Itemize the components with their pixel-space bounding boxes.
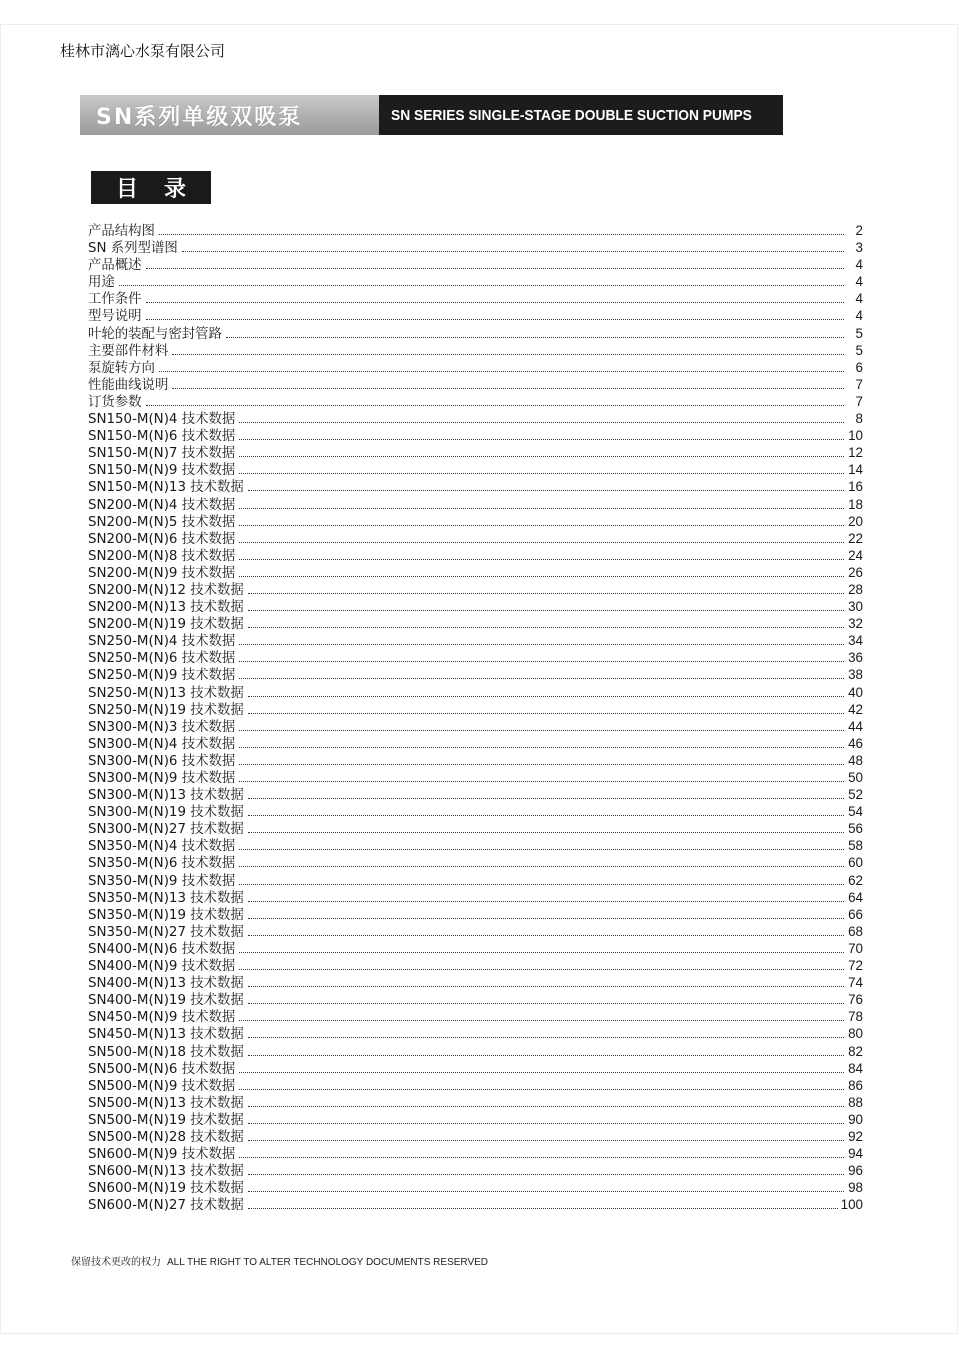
toc-dot-leader <box>226 336 844 338</box>
toc-entry-page: 48 <box>848 752 863 768</box>
toc-entry[interactable] <box>88 837 863 854</box>
toc-entry-page: 7 <box>855 393 863 409</box>
toc-entry-page: 78 <box>848 1009 863 1025</box>
toc-entry[interactable] <box>88 735 863 752</box>
toc-entry[interactable] <box>88 872 863 889</box>
toc-entry[interactable] <box>88 273 863 290</box>
toc-entry-label: 主要部件材料 <box>88 343 169 359</box>
toc-dot-leader <box>248 831 844 833</box>
table-of-contents <box>88 222 863 1213</box>
toc-dot-leader <box>248 917 844 919</box>
toc-entry-label: SN200-M(N)4 技术数据 <box>88 497 236 513</box>
toc-entry-page: 5 <box>855 342 863 358</box>
toc-dot-leader <box>239 883 844 885</box>
toc-entry[interactable] <box>88 991 863 1008</box>
toc-entry-page: 40 <box>848 684 863 700</box>
toc-entry[interactable] <box>88 461 863 478</box>
toc-entry-label: SN300-M(N)19 技术数据 <box>88 805 244 821</box>
toc-entry-page: 68 <box>848 923 863 939</box>
toc-entry-page: 98 <box>848 1180 863 1196</box>
toc-entry[interactable] <box>88 410 863 427</box>
toc-dot-leader <box>248 1122 844 1124</box>
toc-entry[interactable] <box>88 547 863 564</box>
toc-entry[interactable] <box>88 307 863 324</box>
toc-entry[interactable] <box>88 290 863 307</box>
toc-heading-char: 目 <box>115 177 138 202</box>
toc-entry[interactable] <box>88 957 863 974</box>
toc-entry-label: SN600-M(N)27 技术数据 <box>88 1198 244 1214</box>
toc-entry-label: SN300-M(N)3 技术数据 <box>88 719 236 735</box>
toc-dot-leader <box>146 318 844 320</box>
toc-entry[interactable] <box>88 1060 863 1077</box>
toc-entry-page: 18 <box>848 496 863 512</box>
toc-entry[interactable] <box>88 581 863 598</box>
toc-entry-page: 74 <box>848 975 863 991</box>
toc-entry-page: 8 <box>855 411 863 427</box>
toc-entry-page: 16 <box>848 479 863 495</box>
toc-dot-leader <box>239 1071 844 1073</box>
toc-entry-label: SN350-M(N)27 技术数据 <box>88 924 244 940</box>
toc-dot-leader <box>239 558 844 560</box>
toc-dot-leader <box>248 900 844 902</box>
toc-entry-label: SN250-M(N)4 技术数据 <box>88 634 236 650</box>
footer-note <box>71 1253 488 1268</box>
toc-dot-leader <box>239 660 844 662</box>
toc-entry[interactable] <box>88 256 863 273</box>
toc-dot-leader <box>248 814 844 816</box>
toc-entry[interactable] <box>88 649 863 666</box>
banner-title-en: SN SERIES SINGLE-STAGE DOUBLE SUCTION PUMPS <box>390 106 752 124</box>
toc-entry[interactable] <box>88 1025 863 1042</box>
toc-entry[interactable] <box>88 478 863 495</box>
toc-entry-label: SN150-M(N)7 技术数据 <box>88 446 236 462</box>
toc-entry[interactable] <box>88 718 863 735</box>
toc-entry-label: SN450-M(N)13 技术数据 <box>88 1027 244 1043</box>
toc-entry-label: SN500-M(N)6 技术数据 <box>88 1061 236 1077</box>
toc-entry-label: SN200-M(N)19 技术数据 <box>88 617 244 633</box>
toc-entry-page: 4 <box>855 274 863 290</box>
toc-dot-leader <box>146 267 844 269</box>
toc-entry-page: 4 <box>855 308 863 324</box>
toc-entry-label: SN500-M(N)9 技术数据 <box>88 1078 236 1094</box>
toc-entry[interactable] <box>88 564 863 581</box>
toc-entry-page: 82 <box>848 1043 863 1059</box>
toc-entry[interactable] <box>88 889 863 906</box>
toc-dot-leader <box>239 677 844 679</box>
toc-dot-leader <box>239 1019 844 1021</box>
toc-entry[interactable] <box>88 752 863 769</box>
toc-dot-leader <box>239 729 844 731</box>
toc-entry-page: 32 <box>848 616 863 632</box>
toc-entry-page: 58 <box>848 838 863 854</box>
toc-entry-label: SN400-M(N)9 技术数据 <box>88 959 236 975</box>
toc-entry-page: 3 <box>855 240 863 256</box>
toc-entry-page: 90 <box>848 1111 863 1127</box>
footer-note-en: ALL THE RIGHT TO ALTER TECHNOLOGY DOCUMENTS RESERVED <box>167 1257 489 1268</box>
toc-entry[interactable] <box>88 1162 863 1179</box>
toc-dot-leader <box>239 865 844 867</box>
toc-entry-page: 64 <box>848 889 863 905</box>
toc-entry-label: SN400-M(N)19 技术数据 <box>88 993 244 1009</box>
toc-entry-label: SN400-M(N)6 技术数据 <box>88 941 236 957</box>
toc-entry-label: 产品结构图 <box>88 224 155 239</box>
toc-dot-leader <box>159 370 844 372</box>
toc-dot-leader <box>248 1190 844 1192</box>
toc-entry-label: 用途 <box>88 275 115 291</box>
toc-entry[interactable] <box>88 496 863 513</box>
banner-title-cn: SN系列单级双吸泵 <box>96 104 303 130</box>
toc-dot-leader <box>182 250 844 252</box>
toc-entry-label: SN250-M(N)9 技术数据 <box>88 668 236 684</box>
toc-entry-page: 70 <box>848 940 863 956</box>
toc-entry[interactable] <box>88 820 863 837</box>
toc-entry-label: SN 系列型谱图 <box>88 241 178 257</box>
toc-entry[interactable] <box>88 940 863 957</box>
toc-entry-label: SN150-M(N)9 技术数据 <box>88 463 236 479</box>
toc-entry-page: 60 <box>848 855 863 871</box>
toc-entry-label: 订货参数 <box>88 394 142 410</box>
toc-entry[interactable] <box>88 854 863 871</box>
toc-entry-page: 24 <box>848 547 863 563</box>
toc-entry-page: 94 <box>848 1146 863 1162</box>
toc-dot-leader <box>248 609 844 611</box>
toc-entry[interactable] <box>88 615 863 632</box>
toc-entry-label: SN200-M(N)8 技术数据 <box>88 548 236 564</box>
toc-entry-label: 性能曲线说明 <box>88 377 169 393</box>
toc-entry-label: SN200-M(N)9 技术数据 <box>88 565 236 581</box>
toc-dot-leader <box>239 763 844 765</box>
toc-dot-leader <box>248 985 844 987</box>
toc-entry[interactable] <box>88 803 863 820</box>
toc-entry-page: 86 <box>848 1077 863 1093</box>
toc-entry[interactable] <box>88 632 863 649</box>
toc-entry[interactable] <box>88 444 863 461</box>
toc-entry-label: 型号说明 <box>88 309 142 325</box>
toc-entry-label: SN500-M(N)28 技术数据 <box>88 1129 244 1145</box>
toc-dot-leader <box>239 746 844 748</box>
toc-entry-page: 80 <box>848 1026 863 1042</box>
toc-dot-leader <box>248 1139 844 1141</box>
toc-entry-page: 72 <box>848 958 863 974</box>
toc-entry-label: SN200-M(N)12 技术数据 <box>88 582 244 598</box>
toc-entry-page: 26 <box>848 564 863 580</box>
toc-entry[interactable] <box>88 427 863 444</box>
toc-entry[interactable] <box>88 598 863 615</box>
toc-entry-page: 100 <box>840 1197 863 1213</box>
toc-entry-label: SN250-M(N)19 技术数据 <box>88 702 244 718</box>
toc-dot-leader <box>239 848 844 850</box>
toc-dot-leader <box>248 1173 844 1175</box>
footer-note-cn: 保留技术更改的权力 <box>71 1257 161 1268</box>
toc-dot-leader <box>172 387 844 389</box>
toc-entry-label: SN300-M(N)9 技术数据 <box>88 771 236 786</box>
toc-entry-label: SN150-M(N)4 技术数据 <box>88 412 236 428</box>
toc-entry-page: 44 <box>848 718 863 734</box>
toc-entry-label: SN200-M(N)13 技术数据 <box>88 600 244 616</box>
toc-heading-char: 录 <box>163 177 186 202</box>
toc-dot-leader <box>239 455 844 457</box>
toc-entry-label: SN450-M(N)9 技术数据 <box>88 1010 236 1026</box>
toc-entry-page: 76 <box>848 992 863 1008</box>
toc-entry-label: SN350-M(N)19 技术数据 <box>88 907 244 923</box>
toc-entry[interactable] <box>88 359 863 376</box>
toc-entry[interactable] <box>88 342 863 359</box>
toc-entry-page: 62 <box>848 872 863 888</box>
toc-entry-page: 2 <box>855 223 863 238</box>
toc-dot-leader <box>239 1156 844 1158</box>
toc-entry-label: 产品概述 <box>88 258 142 274</box>
toc-dot-leader <box>248 1105 844 1107</box>
toc-entry-label: 泵旋转方向 <box>88 360 155 376</box>
toc-entry-label: SN500-M(N)13 技术数据 <box>88 1095 244 1111</box>
toc-entry-page: 30 <box>848 599 863 615</box>
toc-entry[interactable] <box>88 906 863 923</box>
toc-dot-leader <box>119 284 844 286</box>
toc-entry[interactable] <box>88 1043 863 1060</box>
toc-dot-leader <box>248 712 844 714</box>
toc-entry[interactable] <box>88 974 863 991</box>
toc-entry[interactable] <box>88 393 863 410</box>
toc-entry-label: SN200-M(N)5 技术数据 <box>88 514 236 530</box>
toc-entry-page: 56 <box>848 821 863 837</box>
toc-dot-leader <box>239 524 844 526</box>
toc-entry-label: SN600-M(N)9 技术数据 <box>88 1147 236 1163</box>
banner-title-cn-box <box>80 95 379 135</box>
toc-entry[interactable] <box>88 684 863 701</box>
toc-dot-leader <box>146 301 844 303</box>
toc-entry[interactable] <box>88 786 863 803</box>
toc-entry[interactable] <box>88 769 863 786</box>
toc-entry[interactable] <box>88 1145 863 1162</box>
toc-dot-leader <box>248 1036 844 1038</box>
toc-dot-leader <box>239 643 844 645</box>
toc-entry-label: SN350-M(N)9 技术数据 <box>88 873 236 889</box>
toc-dot-leader <box>159 233 844 235</box>
toc-dot-leader <box>239 438 844 440</box>
company-name: 桂林市漓心水泵有限公司 <box>60 42 226 60</box>
toc-entry-page: 36 <box>848 650 863 666</box>
toc-entry[interactable] <box>88 325 863 342</box>
toc-entry-label: SN250-M(N)6 技术数据 <box>88 651 236 667</box>
toc-dot-leader <box>248 934 844 936</box>
toc-dot-leader <box>248 1054 844 1056</box>
toc-dot-leader <box>248 1002 844 1004</box>
toc-entry-label: SN350-M(N)6 技术数据 <box>88 856 236 872</box>
toc-dot-leader <box>239 421 844 423</box>
toc-entry-label: SN350-M(N)4 技术数据 <box>88 839 236 855</box>
toc-entry-page: 50 <box>848 770 863 785</box>
toc-dot-leader <box>239 968 844 970</box>
toc-dot-leader <box>239 507 844 509</box>
toc-dot-leader <box>248 592 844 594</box>
toc-entry[interactable] <box>88 666 863 683</box>
toc-heading <box>91 171 211 204</box>
toc-dot-leader <box>239 575 844 577</box>
toc-entry-page: 22 <box>848 530 863 546</box>
toc-entry-label: SN400-M(N)13 技术数据 <box>88 976 244 992</box>
toc-entry-label: SN300-M(N)27 技术数据 <box>88 822 244 838</box>
series-banner <box>80 95 783 135</box>
toc-entry-page: 38 <box>848 667 863 683</box>
toc-dot-leader <box>146 404 844 406</box>
toc-entry-label: SN150-M(N)13 技术数据 <box>88 480 244 496</box>
toc-entry-label: 叶轮的装配与密封管路 <box>88 326 222 342</box>
toc-entry-page: 34 <box>848 633 863 649</box>
toc-entry-page: 66 <box>848 906 863 922</box>
toc-entry[interactable] <box>88 1179 863 1196</box>
toc-entry-label: SN300-M(N)13 技术数据 <box>88 788 244 804</box>
toc-entry[interactable] <box>88 1077 863 1094</box>
toc-entry[interactable] <box>88 1196 863 1213</box>
toc-entry[interactable] <box>88 1111 863 1128</box>
toc-dot-leader <box>248 489 844 491</box>
toc-entry-label: SN200-M(N)6 技术数据 <box>88 531 236 547</box>
toc-entry-page: 14 <box>848 462 863 478</box>
toc-entry-page: 7 <box>855 376 863 392</box>
toc-entry-page: 54 <box>848 804 863 820</box>
toc-entry-label: SN300-M(N)4 技术数据 <box>88 736 236 752</box>
toc-entry[interactable] <box>88 513 863 530</box>
toc-entry-page: 28 <box>848 581 863 597</box>
toc-entry-page: 84 <box>848 1060 863 1076</box>
toc-entry-label: SN500-M(N)19 技术数据 <box>88 1112 244 1128</box>
banner-title-en-box <box>379 95 783 135</box>
toc-entry[interactable] <box>88 239 863 256</box>
toc-entry-label: SN600-M(N)13 技术数据 <box>88 1164 244 1180</box>
toc-entry-label: SN250-M(N)13 技术数据 <box>88 685 244 701</box>
toc-entry-label: SN350-M(N)13 技术数据 <box>88 890 244 906</box>
toc-entry-page: 52 <box>848 787 863 803</box>
toc-entry-page: 5 <box>855 325 863 341</box>
toc-entry[interactable] <box>88 1094 863 1111</box>
toc-entry-page: 6 <box>855 359 863 375</box>
toc-dot-leader <box>172 353 844 355</box>
toc-dot-leader <box>239 951 844 953</box>
toc-entry-label: SN500-M(N)18 技术数据 <box>88 1044 244 1060</box>
toc-dot-leader <box>248 1207 838 1209</box>
toc-entry[interactable] <box>88 1128 863 1145</box>
toc-entry-label: SN300-M(N)6 技术数据 <box>88 753 236 769</box>
toc-entry-page: 46 <box>848 735 863 751</box>
toc-entry-page: 4 <box>855 291 863 307</box>
toc-dot-leader <box>248 797 844 799</box>
toc-entry[interactable] <box>88 923 863 940</box>
toc-dot-leader <box>248 695 844 697</box>
toc-entry-page: 20 <box>848 513 863 529</box>
toc-entry-page: 4 <box>855 257 863 273</box>
toc-dot-leader <box>239 472 844 474</box>
toc-entry[interactable] <box>88 530 863 547</box>
toc-entry[interactable] <box>88 222 863 239</box>
toc-entry-label: SN600-M(N)19 技术数据 <box>88 1181 244 1197</box>
toc-dot-leader <box>239 1088 844 1090</box>
toc-entry-page: 12 <box>848 445 863 461</box>
toc-entry-label: SN150-M(N)6 技术数据 <box>88 429 236 445</box>
toc-entry[interactable] <box>88 701 863 718</box>
toc-entry-page: 88 <box>848 1094 863 1110</box>
toc-entry-label: 工作条件 <box>88 292 142 308</box>
toc-entry-page: 92 <box>848 1128 863 1144</box>
toc-entry[interactable] <box>88 376 863 393</box>
toc-entry[interactable] <box>88 1008 863 1025</box>
toc-dot-leader <box>239 541 844 543</box>
toc-dot-leader <box>239 780 844 782</box>
toc-entry-page: 96 <box>848 1163 863 1179</box>
toc-dot-leader <box>248 626 844 628</box>
toc-entry-page: 10 <box>848 428 863 444</box>
toc-entry-page: 42 <box>848 701 863 717</box>
